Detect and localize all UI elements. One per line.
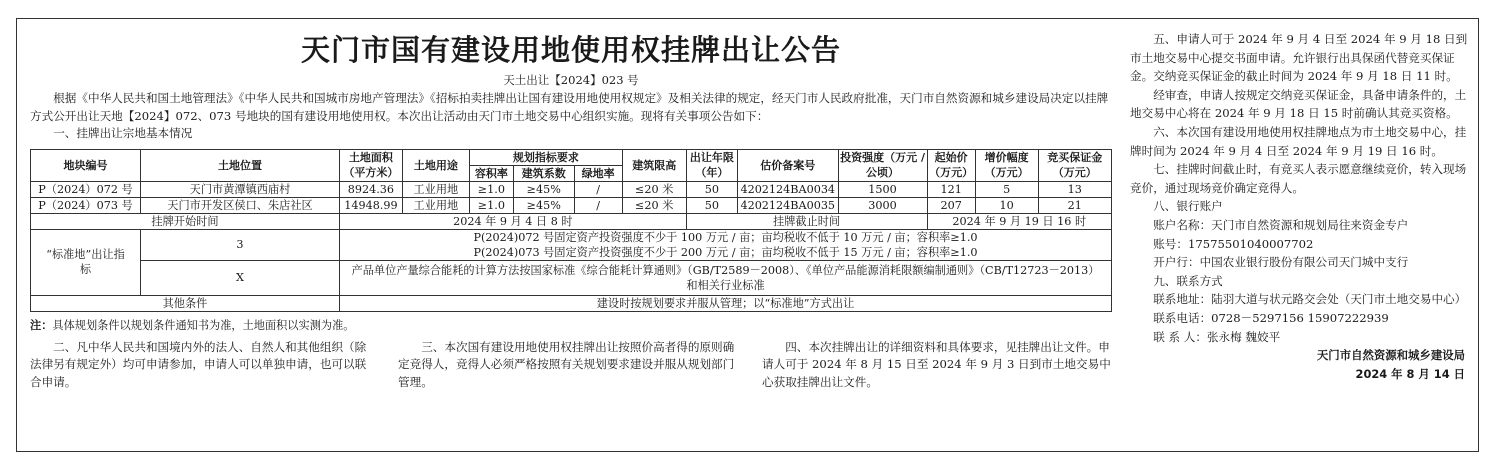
cell-area: 8924.36 xyxy=(340,181,403,197)
listing-start-value: 2024 年 9 月 4 日 8 时 xyxy=(340,213,687,229)
indicator-line-073: P(2024)073 号固定资产投资强度不少于 200 万元 / 亩；亩均税收不低于 15 万元 / 亩；容积率≥1.0 xyxy=(473,245,978,259)
cell-far: ≥1.0 xyxy=(469,181,513,197)
standard-land-row xyxy=(31,229,1112,260)
section-9-heading: 九、联系方式 xyxy=(1153,273,1223,288)
document-number: 天土出让【2024】023 号 xyxy=(503,73,639,87)
cell-parcel: P（2024）072 号 xyxy=(31,181,141,197)
other-conditions-row xyxy=(31,295,1112,311)
contact-person: 联 系 人：张永梅 魏姣平 xyxy=(1153,329,1281,344)
header-invest: 投资强度（万元 / 公顷） xyxy=(838,149,927,181)
header-deposit: 竞买保证金（万元） xyxy=(1038,149,1111,181)
cell-use: 工业用地 xyxy=(402,197,469,213)
header-increment: 增价幅度（万元） xyxy=(975,149,1038,181)
section-2-paragraph: 二、凡中华人民共和国境内外的法人、自然人和其他组织（除法律另有规定外）均可申请参加，申请人可以单独申请，也可以联合申请。 xyxy=(30,339,367,389)
standard-land-number: 3 xyxy=(140,229,339,260)
cell-term: 50 xyxy=(686,181,737,197)
section-3-paragraph: 三、本次国有建设用地使用权挂牌出让按照价高者得的原则确定竞得人，竞得人必须严格按照有关规划要求建设并服从规划部门管理。 xyxy=(398,339,735,389)
parcel-table xyxy=(30,149,1112,312)
cell-location: 天门市黄潭镇西庙村 xyxy=(140,181,339,197)
cell-parcel: P（2024）073 号 xyxy=(31,197,141,213)
note-label: 注： xyxy=(30,317,53,332)
contact-address: 联系地址：陆羽大道与状元路交会处（天门市土地交易中心） xyxy=(1153,292,1467,307)
note-text: 具体规划条件以规划条件通知书为准，土地面积以实测为准。 xyxy=(52,318,355,332)
standard-land-label: “标准地”出让指标 xyxy=(31,229,141,295)
contact-phone: 联系电话：0728－5297156 15907222939 xyxy=(1153,310,1389,325)
listing-start-label: 挂牌开始时间 xyxy=(31,213,340,229)
account-name: 账户名称：天门市自然资源和规划局往来资金专户 xyxy=(1153,217,1409,232)
cell-invest: 3000 xyxy=(838,197,927,213)
listing-end-value: 2024 年 9 月 19 日 16 时 xyxy=(927,213,1111,229)
page-title: 天门市国有建设用地使用权挂牌出让公告 xyxy=(300,33,841,67)
cell-height: ≤20 米 xyxy=(622,181,686,197)
header-start-price: 起始价（万元） xyxy=(927,149,975,181)
section-8-heading: 八、银行账户 xyxy=(1153,199,1223,214)
right-column xyxy=(1130,30,1475,445)
indicator-line-072: P(2024)072 号固定资产投资强度不少于 100 万元 / 亩；亩均税收不低于 10 万元 / 亩；容积率≥1.0 xyxy=(473,230,978,244)
section-heading-1: 一、挂牌出让宗地基本情况 xyxy=(53,126,193,140)
other-conditions-label: 其他条件 xyxy=(31,295,340,311)
cell-density: ≥45% xyxy=(513,197,574,213)
energy-mark: X xyxy=(140,260,339,295)
qualification-paragraph: 经审查，申请人按规定交纳竞买保证金，具备申请条件的，土地交易中心将在 2024 年 9 月 18 日 15 时前确认其竞买资格。 xyxy=(1130,87,1467,121)
section-5-paragraph: 五、申请人可于 2024 年 9 月 4 日至 2024 年 9 月 18 日到市土地交易中心提交书面申请。允许银行出具保函代替竞买保证金。交纳竞买保证金的截止时间为 2024 年 9 月 18 日 11 时。 xyxy=(1130,32,1468,84)
energy-standard: 产品单位产量综合能耗的计算方法按国家标准《综合能耗计算通则》（GB/T2589－2008）、《单位产品能源消耗限额编制通则》（CB/T12723－2013）和相关行业标准 xyxy=(340,260,1112,295)
cell-green: / xyxy=(574,197,622,213)
table-note xyxy=(30,317,1112,335)
cell-record: 4202124BA0034 xyxy=(737,181,838,197)
header-area: 土地面积（平方米） xyxy=(340,149,403,181)
standard-land-indicators xyxy=(340,229,1112,260)
cell-start-price: 121 xyxy=(927,181,975,197)
cell-deposit: 21 xyxy=(1038,197,1111,213)
energy-row xyxy=(31,260,1112,295)
cell-density: ≥45% xyxy=(513,181,574,197)
cell-increment: 10 xyxy=(975,197,1038,213)
section-7-paragraph: 七、挂牌时间截止时，有竞买人表示愿意继续竞价，转入现场竞价，通过现场竞价确定竞得人。 xyxy=(1130,162,1467,195)
bottom-columns xyxy=(30,339,1112,407)
header-green: 绿地率 xyxy=(574,165,622,181)
table-row xyxy=(31,181,1112,197)
header-far: 容积率 xyxy=(469,165,513,181)
header-record: 估价备案号 xyxy=(737,149,838,181)
cell-term: 50 xyxy=(686,197,737,213)
cell-start-price: 207 xyxy=(927,197,975,213)
issue-date: 2024 年 8 月 14 日 xyxy=(1355,366,1465,381)
account-number: 账号：17575501040007702 xyxy=(1153,236,1314,251)
bank-name: 开户行：中国农业银行股份有限公司天门城中支行 xyxy=(1153,255,1409,270)
header-plan: 规划指标要求 xyxy=(469,149,622,165)
cell-far: ≥1.0 xyxy=(469,197,513,213)
header-use: 土地用途 xyxy=(402,149,469,181)
cell-use: 工业用地 xyxy=(402,181,469,197)
header-term: 出让年限（年） xyxy=(686,149,737,181)
cell-green: / xyxy=(574,181,622,197)
cell-increment: 5 xyxy=(975,181,1038,197)
cell-invest: 1500 xyxy=(838,181,927,197)
cell-location: 天门市开发区侯口、朱店社区 xyxy=(140,197,339,213)
listing-end-label: 挂牌截止时间 xyxy=(686,213,927,229)
header-parcel: 地块编号 xyxy=(31,149,141,181)
table-row xyxy=(31,197,1112,213)
other-conditions-value: 建设时按规划要求并服从管理；以“标准地”方式出让 xyxy=(340,295,1112,311)
cell-height: ≤20 米 xyxy=(622,197,686,213)
header-height: 建筑限高 xyxy=(622,149,686,181)
section-6-paragraph: 六、本次国有建设用地使用权挂牌地点为市土地交易中心，挂牌时间为 2024 年 9 月 4 日至 2024 年 9 月 19 日 16 时。 xyxy=(1130,124,1467,158)
listing-time-row xyxy=(31,213,1112,229)
header-location: 土地位置 xyxy=(140,149,339,181)
issuer: 天门市自然资源和城乡建设局 xyxy=(1316,348,1465,363)
main-column xyxy=(30,30,1112,445)
header-density: 建筑系数 xyxy=(513,165,574,181)
intro-paragraph: 根据《中华人民共和国土地管理法》《中华人民共和国城市房地产管理法》《招标拍卖挂牌出让国有建设用地使用权规定》及相关法律的规定，经天门市人民政府批准，天门市自然资源和城乡建设局决定以挂牌方式公开出让天地【2024】072、073 号地块的国有建设用地使用权。本次出让活动由天门市土地交易中心组织实施。现将有关事项公告如下： xyxy=(30,91,1109,123)
cell-area: 14948.99 xyxy=(340,197,403,213)
section-4-paragraph: 四、本次挂牌出让的详细资料和具体要求，见挂牌出让文件。申请人可于 2024 年 8 月 15 日至 2024 年 9 月 3 日到市土地交易中心获取挂牌出让文件。 xyxy=(762,339,1111,389)
cell-record: 4202124BA0035 xyxy=(737,197,838,213)
cell-deposit: 13 xyxy=(1038,181,1111,197)
